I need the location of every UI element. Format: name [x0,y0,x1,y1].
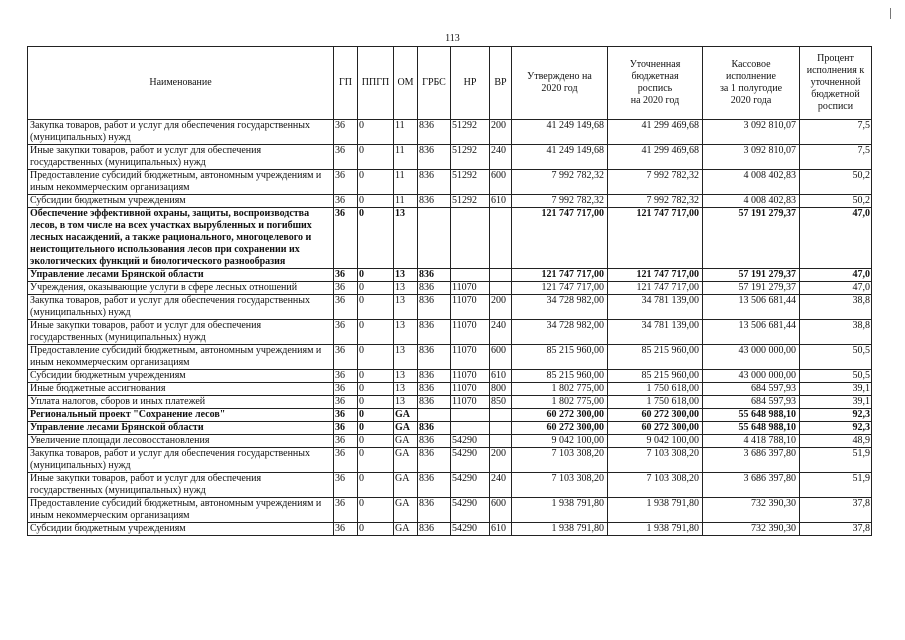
cell-grbs: 836 [418,422,451,435]
cell-gp: 36 [334,269,358,282]
table-body [28,120,872,536]
header-grbs: ГРБС [418,47,451,120]
cell-grbs: 836 [418,170,451,195]
cell-vr: 240 [490,145,512,170]
cell-ppgp: 0 [358,523,394,536]
cell-gp: 36 [334,448,358,473]
cell-gp: 36 [334,295,358,320]
header-percent: Процент исполнения к уточненной бюджетной росписи [800,47,872,120]
cell-name: Субсидии бюджетным учреждениям [28,523,334,536]
cell-vr: 850 [490,396,512,409]
cell-grbs: 836 [418,195,451,208]
cell-cash: 13 506 681,44 [703,295,800,320]
table-row [28,282,872,295]
cell-percent: 50,2 [800,195,872,208]
cell-om: 13 [394,370,418,383]
cell-approved: 7 103 308,20 [512,448,608,473]
cell-gp: 36 [334,409,358,422]
cell-cash: 732 390,30 [703,523,800,536]
cell-grbs: 836 [418,435,451,448]
cell-name: Закупка товаров, работ и услуг для обеспечения государственных (муниципальных) нужд [28,120,334,145]
cell-grbs [418,208,451,269]
cell-percent: 38,8 [800,320,872,345]
cell-ppgp: 0 [358,473,394,498]
cell-refined: 121 747 717,00 [608,282,703,295]
header-refined: Уточненная бюджетная роспись на 2020 год [608,47,703,120]
cell-grbs: 836 [418,383,451,396]
cell-approved: 7 103 308,20 [512,473,608,498]
cell-approved: 1 802 775,00 [512,383,608,396]
budget-execution-table [27,46,872,536]
cell-np: 54290 [451,523,490,536]
cell-percent: 38,8 [800,295,872,320]
cell-name: Иные закупки товаров, работ и услуг для обеспечения государственных (муниципальных) нужд [28,320,334,345]
table-row [28,120,872,145]
cell-approved: 7 992 782,32 [512,195,608,208]
cell-np: 11070 [451,295,490,320]
cell-refined: 121 747 717,00 [608,269,703,282]
cell-grbs: 836 [418,282,451,295]
cell-refined: 121 747 717,00 [608,208,703,269]
header-np: НР [451,47,490,120]
cell-ppgp: 0 [358,170,394,195]
cell-name: Иные закупки товаров, работ и услуг для обеспечения государственных (муниципальных) нужд [28,145,334,170]
cell-vr [490,282,512,295]
cell-np: 51292 [451,145,490,170]
table-row [28,523,872,536]
cell-approved: 85 215 960,00 [512,345,608,370]
cell-ppgp: 0 [358,409,394,422]
cell-grbs: 836 [418,448,451,473]
cell-refined: 1 750 618,00 [608,383,703,396]
cell-approved: 34 728 982,00 [512,320,608,345]
header-vr: ВР [490,47,512,120]
cell-om: 11 [394,195,418,208]
table-row [28,370,872,383]
cell-name: Управление лесами Брянской области [28,422,334,435]
cell-gp: 36 [334,370,358,383]
cell-cash: 3 092 810,07 [703,145,800,170]
cell-om: GA [394,498,418,523]
cell-refined: 60 272 300,00 [608,409,703,422]
cell-grbs: 836 [418,370,451,383]
cell-refined: 7 992 782,32 [608,170,703,195]
cell-percent: 92,3 [800,422,872,435]
cell-gp: 36 [334,145,358,170]
cell-grbs [418,409,451,422]
cell-gp: 36 [334,383,358,396]
cell-om: GA [394,448,418,473]
cell-refined: 1 938 791,80 [608,498,703,523]
cell-np: 54290 [451,498,490,523]
cell-grbs: 836 [418,269,451,282]
table-row [28,409,872,422]
cell-vr [490,422,512,435]
cell-om: GA [394,523,418,536]
cell-gp: 36 [334,396,358,409]
cell-om: 11 [394,145,418,170]
cell-gp: 36 [334,282,358,295]
cell-grbs: 836 [418,523,451,536]
cell-gp: 36 [334,473,358,498]
cell-name: Субсидии бюджетным учреждениям [28,370,334,383]
header-ppgp: ППГП [358,47,394,120]
cell-om: GA [394,473,418,498]
cell-om: 13 [394,320,418,345]
cell-cash: 13 506 681,44 [703,320,800,345]
cell-name: Обеспечение эффективной охраны, защиты, воспроизводства лесов, в том числе на всех участках вырубленных и погибших лесных насаждений, а также рационального, многоцелевого и неистощительного использования лесов при сохранении их экологических функций и биологического разнообразия [28,208,334,269]
cell-vr: 200 [490,448,512,473]
cell-percent: 48,9 [800,435,872,448]
table-row [28,422,872,435]
table-row [28,435,872,448]
cell-np: 54290 [451,435,490,448]
cell-np: 11070 [451,282,490,295]
cell-gp: 36 [334,422,358,435]
cell-name: Предоставление субсидий бюджетным, автономным учреждениям и иным некоммерческим организациям [28,498,334,523]
table-row [28,498,872,523]
cell-np: 11070 [451,370,490,383]
cell-percent: 37,8 [800,523,872,536]
cell-gp: 36 [334,120,358,145]
table-row [28,320,872,345]
cell-approved: 1 802 775,00 [512,396,608,409]
cell-vr [490,409,512,422]
cell-ppgp: 0 [358,370,394,383]
cell-np: 11070 [451,345,490,370]
cell-np: 11070 [451,383,490,396]
cell-percent: 47,0 [800,208,872,269]
cell-vr: 200 [490,120,512,145]
cell-percent: 92,3 [800,409,872,422]
cell-om: 11 [394,170,418,195]
cell-cash: 3 686 397,80 [703,473,800,498]
cell-name: Субсидии бюджетным учреждениям [28,195,334,208]
cell-vr: 800 [490,383,512,396]
cell-vr: 200 [490,295,512,320]
cell-ppgp: 0 [358,145,394,170]
cell-refined: 7 103 308,20 [608,448,703,473]
cell-om: 11 [394,120,418,145]
cell-vr: 240 [490,320,512,345]
cell-percent: 47,0 [800,282,872,295]
cell-om: 13 [394,345,418,370]
cell-grbs: 836 [418,320,451,345]
cell-np [451,208,490,269]
cell-cash: 3 686 397,80 [703,448,800,473]
cell-approved: 60 272 300,00 [512,409,608,422]
cell-gp: 36 [334,523,358,536]
cell-approved: 34 728 982,00 [512,295,608,320]
cell-name: Иные бюджетные ассигнования [28,383,334,396]
cell-om: 13 [394,208,418,269]
cell-om: GA [394,409,418,422]
cell-vr: 600 [490,345,512,370]
cell-approved: 41 249 149,68 [512,145,608,170]
table-row [28,170,872,195]
cell-approved: 1 938 791,80 [512,523,608,536]
cell-grbs: 836 [418,396,451,409]
cell-percent: 51,9 [800,473,872,498]
cell-refined: 85 215 960,00 [608,370,703,383]
cell-gp: 36 [334,320,358,345]
cell-gp: 36 [334,195,358,208]
cell-cash: 57 191 279,37 [703,269,800,282]
cell-approved: 1 938 791,80 [512,498,608,523]
cell-grbs: 836 [418,345,451,370]
cell-vr: 610 [490,195,512,208]
cell-cash: 57 191 279,37 [703,282,800,295]
cell-np: 11070 [451,396,490,409]
cell-gp: 36 [334,345,358,370]
table-row [28,295,872,320]
cell-om: 13 [394,269,418,282]
header-om: ОМ [394,47,418,120]
cell-np [451,422,490,435]
header-name: Наименование [28,47,334,120]
cell-cash: 57 191 279,37 [703,208,800,269]
cell-percent: 7,5 [800,145,872,170]
page-number: 113 [445,33,460,44]
cell-cash: 55 648 988,10 [703,409,800,422]
cell-approved: 41 249 149,68 [512,120,608,145]
cell-grbs: 836 [418,473,451,498]
cell-approved: 85 215 960,00 [512,370,608,383]
cell-cash: 4 008 402,83 [703,170,800,195]
cell-ppgp: 0 [358,320,394,345]
cell-refined: 41 299 469,68 [608,145,703,170]
cell-np: 51292 [451,195,490,208]
table-row [28,208,872,269]
cell-approved: 121 747 717,00 [512,208,608,269]
cell-approved: 60 272 300,00 [512,422,608,435]
cell-np: 11070 [451,320,490,345]
cell-approved: 121 747 717,00 [512,269,608,282]
cell-refined: 85 215 960,00 [608,345,703,370]
cell-gp: 36 [334,170,358,195]
cell-vr: 600 [490,498,512,523]
header-approved: Утверждено на 2020 год [512,47,608,120]
cell-cash: 43 000 000,00 [703,345,800,370]
table-row [28,195,872,208]
cell-vr [490,269,512,282]
cell-om: GA [394,422,418,435]
cell-refined: 7 103 308,20 [608,473,703,498]
cell-cash: 4 418 788,10 [703,435,800,448]
cell-name: Предоставление субсидий бюджетным, автономным учреждениям и иным некоммерческим организациям [28,345,334,370]
cell-gp: 36 [334,208,358,269]
table-row [28,145,872,170]
cell-ppgp: 0 [358,295,394,320]
cell-approved: 9 042 100,00 [512,435,608,448]
table-row [28,269,872,282]
cell-ppgp: 0 [358,435,394,448]
cell-ppgp: 0 [358,120,394,145]
cell-percent: 37,8 [800,498,872,523]
cell-ppgp: 0 [358,448,394,473]
cell-name: Учреждения, оказывающие услуги в сфере лесных отношений [28,282,334,295]
cell-name: Предоставление субсидий бюджетным, автономным учреждениям и иным некоммерческим организациям [28,170,334,195]
cell-ppgp: 0 [358,195,394,208]
cell-refined: 7 992 782,32 [608,195,703,208]
cell-vr: 610 [490,370,512,383]
cell-name: Управление лесами Брянской области [28,269,334,282]
cell-percent: 47,0 [800,269,872,282]
cell-percent: 39,1 [800,396,872,409]
cell-ppgp: 0 [358,498,394,523]
table-row [28,473,872,498]
cell-vr: 610 [490,523,512,536]
cell-name: Иные закупки товаров, работ и услуг для обеспечения государственных (муниципальных) нужд [28,473,334,498]
cell-refined: 1 750 618,00 [608,396,703,409]
cell-approved: 7 992 782,32 [512,170,608,195]
cell-ppgp: 0 [358,345,394,370]
table-row [28,345,872,370]
cell-grbs: 836 [418,498,451,523]
header-gp: ГП [334,47,358,120]
cell-cash: 55 648 988,10 [703,422,800,435]
table-row [28,396,872,409]
cell-grbs: 836 [418,120,451,145]
scan-edge-mark [890,8,891,19]
cell-refined: 9 042 100,00 [608,435,703,448]
cell-om: 13 [394,396,418,409]
cell-gp: 36 [334,435,358,448]
header-cash: Кассовое исполнение за 1 полугодие 2020 года [703,47,800,120]
table-row [28,448,872,473]
cell-vr: 240 [490,473,512,498]
cell-cash: 684 597,93 [703,396,800,409]
cell-refined: 41 299 469,68 [608,120,703,145]
cell-grbs: 836 [418,145,451,170]
cell-np [451,409,490,422]
cell-name: Закупка товаров, работ и услуг для обеспечения государственных (муниципальных) нужд [28,295,334,320]
cell-ppgp: 0 [358,282,394,295]
cell-grbs: 836 [418,295,451,320]
cell-vr: 600 [490,170,512,195]
cell-percent: 50,5 [800,345,872,370]
cell-name: Увеличение площади лесовосстановления [28,435,334,448]
cell-ppgp: 0 [358,208,394,269]
cell-name: Региональный проект "Сохранение лесов" [28,409,334,422]
cell-ppgp: 0 [358,396,394,409]
cell-cash: 3 092 810,07 [703,120,800,145]
cell-np [451,269,490,282]
cell-np: 54290 [451,473,490,498]
cell-cash: 4 008 402,83 [703,195,800,208]
cell-refined: 34 781 139,00 [608,295,703,320]
table-row [28,383,872,396]
cell-percent: 50,5 [800,370,872,383]
cell-refined: 1 938 791,80 [608,523,703,536]
cell-ppgp: 0 [358,383,394,396]
cell-vr [490,208,512,269]
cell-percent: 7,5 [800,120,872,145]
cell-approved: 121 747 717,00 [512,282,608,295]
cell-gp: 36 [334,498,358,523]
table-header-row [28,47,872,120]
cell-om: 13 [394,282,418,295]
cell-name: Уплата налогов, сборов и иных платежей [28,396,334,409]
cell-refined: 34 781 139,00 [608,320,703,345]
cell-om: 13 [394,295,418,320]
cell-percent: 39,1 [800,383,872,396]
cell-cash: 684 597,93 [703,383,800,396]
cell-ppgp: 0 [358,269,394,282]
cell-np: 54290 [451,448,490,473]
cell-ppgp: 0 [358,422,394,435]
cell-name: Закупка товаров, работ и услуг для обеспечения государственных (муниципальных) нужд [28,448,334,473]
cell-vr [490,435,512,448]
cell-cash: 43 000 000,00 [703,370,800,383]
cell-percent: 51,9 [800,448,872,473]
cell-om: GA [394,435,418,448]
cell-om: 13 [394,383,418,396]
cell-percent: 50,2 [800,170,872,195]
cell-np: 51292 [451,120,490,145]
cell-cash: 732 390,30 [703,498,800,523]
cell-refined: 60 272 300,00 [608,422,703,435]
cell-np: 51292 [451,170,490,195]
